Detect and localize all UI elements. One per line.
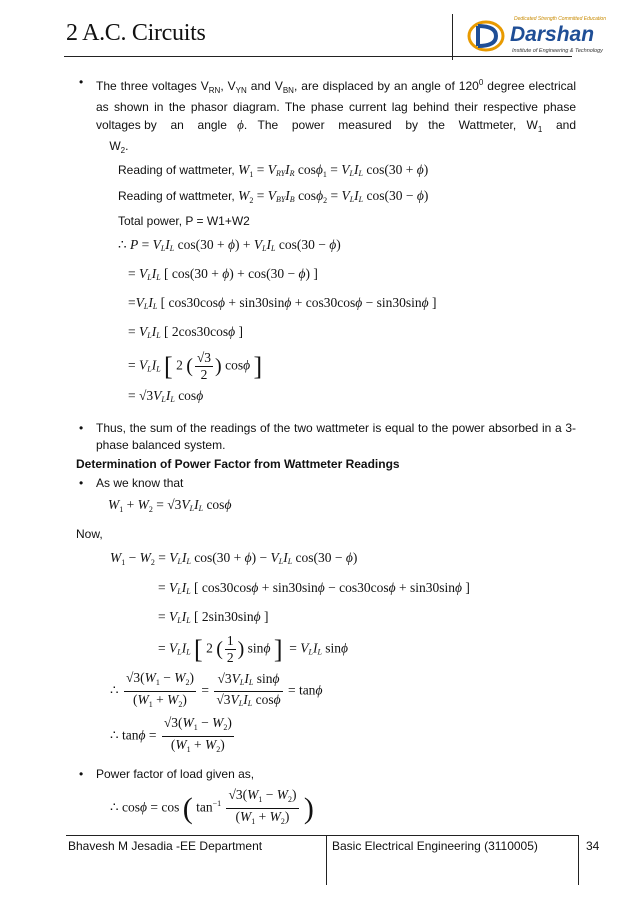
derivation-line-4: = VLIL [ 2cos30cosϕ ] [128, 324, 244, 340]
page-footer [66, 835, 600, 867]
know-that: • As we know that [76, 475, 576, 492]
page-content [76, 74, 576, 830]
logo-subtitle: Institute of Engineering & Technology [512, 48, 603, 54]
logo-name: Darshan [510, 23, 595, 46]
footer-rule [66, 835, 578, 836]
diff-line-1: $W_1 - W_2$ = VLIL cos(30 + ϕ) − VLIL cos(30 − ϕ) [110, 550, 358, 567]
diff-line-3: = VLIL [ 2sin30sinϕ ] [158, 609, 269, 625]
diff-line-4: = VLIL [ 2 ( $\frac{1}{2}$ ) sinϕ ] = VLIL sinϕ [158, 633, 349, 665]
section-heading: Determination of Power Factor from Wattmeter Readings [76, 457, 400, 471]
chapter-title: 2 A.C. Circuits [66, 20, 206, 46]
derivation-line-3: =VLIL [ cos30cosϕ + sin30sinϕ + cos30cosϕ − sin30sinϕ ] [128, 295, 437, 311]
total-power: Total power, P = W1+W2 [118, 214, 250, 228]
paragraph-sum: • Thus, the sum of the readings of the two wattmeter is equal to the power absorbed in a 3-phase balanced system. [76, 420, 576, 454]
derivation-line-5: = VLIL [ 2 ( $\frac{√3}{2}$ ) cosϕ ] [128, 350, 263, 382]
footer-author: Bhavesh M Jesadia -EE Department [68, 839, 263, 853]
footer-divider-2 [578, 835, 579, 885]
header-divider [452, 14, 453, 60]
paragraph-phasor [76, 74, 576, 159]
reading-2: Reading of wattmeter, $W_2$ = VBYIB cosϕ$_2$ = VLIL cos(30 − ϕ) [118, 188, 429, 205]
page-number: 34 [586, 839, 600, 853]
sum-equation: $W_1 + W_2$ = √3VLIL cosϕ [108, 497, 232, 514]
reading-1: Reading of wattmeter, $W_1$ = VRYIR cosϕ$_1$ = VLIL cos(30 + ϕ) [118, 162, 429, 179]
logo-emblem-icon [466, 18, 506, 54]
derivation-line-1: ∴ P = VLIL cos(30 + ϕ) + VLIL cos(30 − ϕ) [118, 237, 341, 253]
footer-divider-1 [326, 835, 327, 885]
tan-equation-2: ∴ tanϕ = $\frac{√3(W_1 - W_2)}{(W_1 + W_2)}$ [110, 715, 232, 754]
footer-course: Basic Electrical Engineering (3110005) [332, 839, 538, 853]
derivation-line-2: = VLIL [ cos(30 + ϕ) + cos(30 − ϕ) ] [128, 266, 318, 282]
paragraph-phasor-text: The three voltages $V_{RN}$, $V_{YN}$ and $V_{BN}$, are displaced by an angle of $120^0$ degree electrical as shown in the phasor diagram. The phase current lag behind their respective phase voltages by an angle ϕ. The power measured by the Wattmeter, $W_1$ and $W_2$. [96, 78, 577, 155]
now-label: Now, [76, 527, 103, 541]
tan-equation-1: ∴ $\frac{√3(W_1 - W_2)}{(W_1 + W_2)}$ = $\frac{\text{√3VLIL sinϕ}}{\text{√3VLIL cosϕ}}$ = tanϕ [110, 670, 323, 709]
header-rule [64, 56, 572, 57]
logo-tagline: Dedicated Strength Committed Education [514, 16, 606, 22]
darshan-logo [466, 14, 606, 58]
pf-equation: ∴ cosϕ = cos ( $\tan^{-1}$ $\frac{√3(W_1 - W_2)}{(W_1 + W_2)}$ ) [110, 787, 314, 826]
diff-line-2: = VLIL [ cos30cosϕ + sin30sinϕ − cos30cosϕ + sin30sinϕ ] [158, 580, 470, 596]
derivation-line-6: = √3VLIL cosϕ [128, 388, 204, 404]
pf-label: • Power factor of load given as, [76, 766, 576, 783]
